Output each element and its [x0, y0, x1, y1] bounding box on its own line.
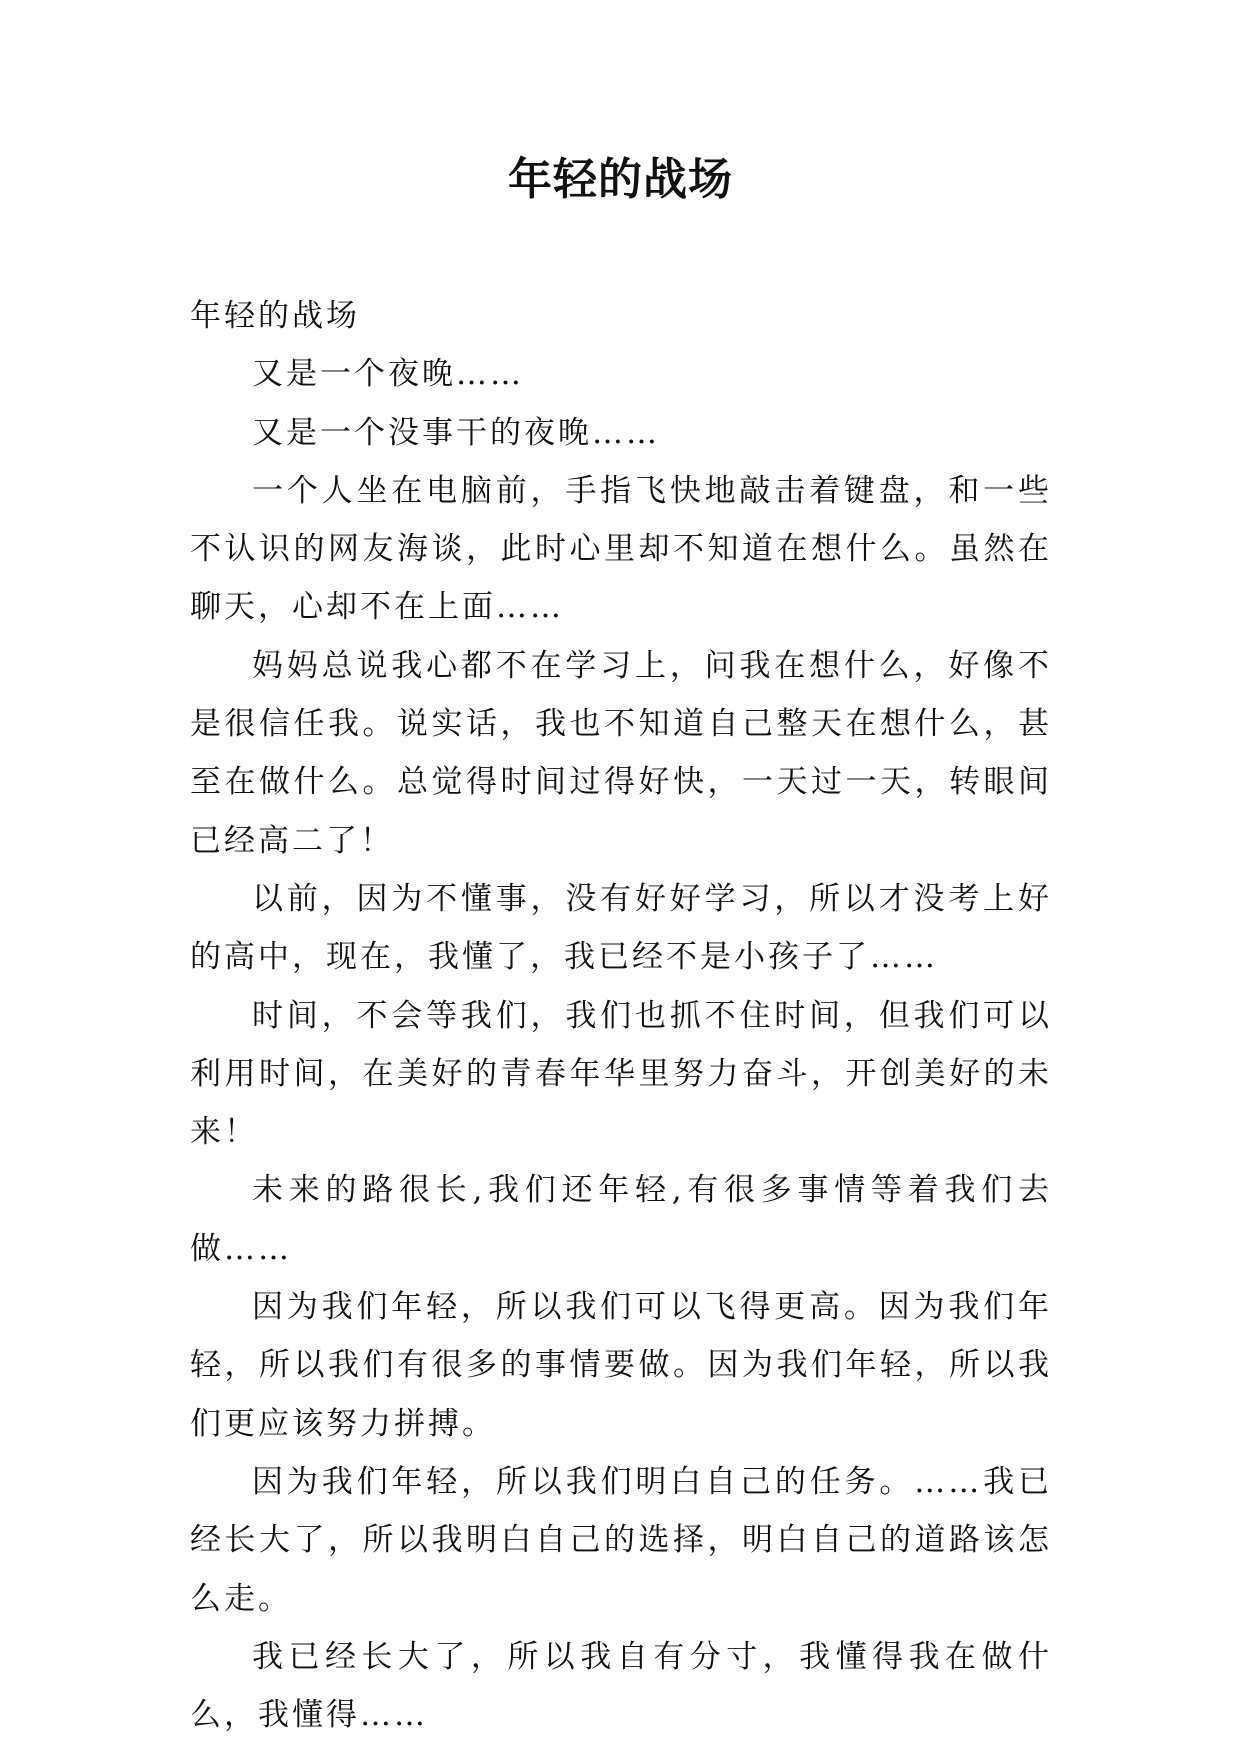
paragraph: 我已经长大了，所以我自有分寸，我懂得我在做什么，我懂得…… [190, 1638, 1052, 1734]
paragraph: 因为我们年轻，所以我们明白自己的任务。……我已经长大了，所以我明白自己的选择，明白自己的道路该怎么走。 [190, 1463, 1052, 1617]
paragraph: 妈妈总说我心都不在学习上，问我在想什么，好像不是很信任我。说实话，我也不知道自己整天在想什么，甚至在做什么。总觉得时间过得好快，一天过一天，转眼间已经高二了！ [190, 647, 1052, 859]
paragraph: 因为我们年轻，所以我们可以飞得更高。因为我们年轻，所以我们有很多的事情要做。因为我们年轻，所以我们更应该努力拼搏。 [190, 1289, 1052, 1442]
paragraph: 未来的路很长,我们还年轻,有很多事情等着我们去做…… [190, 1172, 1052, 1267]
paragraph: 又是一个没事干的夜晚…… [252, 414, 660, 451]
document-title: 年轻的战场 [508, 154, 733, 205]
paragraph: 以前，因为不懂事，没有好好学习，所以才没考上好的高中，现在，我懂了，我已经不是小孩子了…… [190, 880, 1052, 976]
paragraph: 又是一个夜晚…… [252, 356, 524, 393]
paragraph: 一个人坐在电脑前，手指飞快地敲击着键盘，和一些不认识的网友海谈，此时心里却不知道在想什么。虽然在聊天，心却不在上面…… [190, 472, 1052, 626]
paragraph-subtitle: 年轻的战场 [190, 298, 360, 334]
paragraph: 时间，不会等我们，我们也抓不住时间，但我们可以利用时间，在美好的青春年华里努力奋斗，开创美好的未来！ [190, 997, 1052, 1151]
document-body [190, 287, 1052, 1744]
